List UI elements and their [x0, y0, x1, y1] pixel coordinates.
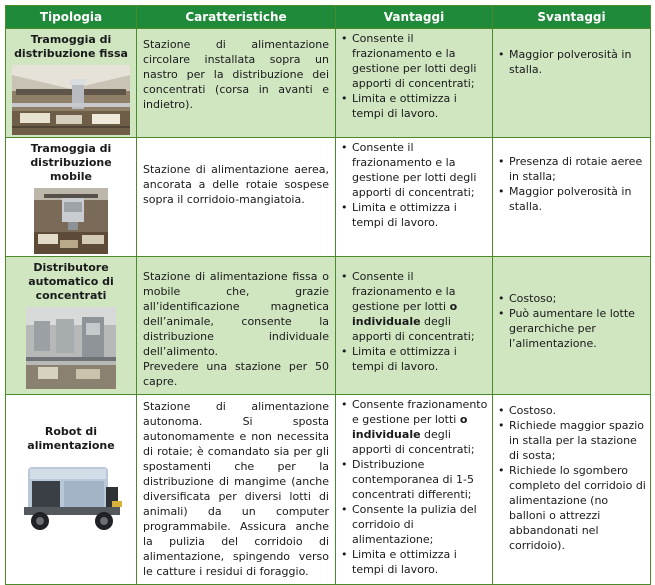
vantaggi-cell	[336, 29, 493, 138]
table-row	[6, 29, 651, 138]
list-item: • Richiede maggior spazio in stalla per la stazione di sosta;	[498, 419, 645, 462]
header-vantaggi: Vantaggi	[336, 6, 493, 29]
tipologia-cell	[6, 29, 137, 138]
list-item: • Costoso;	[498, 292, 557, 305]
table-row	[6, 257, 651, 395]
vantaggi-cell	[336, 138, 493, 257]
vantaggi-list	[336, 138, 492, 232]
caratteristiche-text: Stazione di alimentazione aerea, ancorata a delle rotaie sospese sopra il corridoio-mangiatoia.	[143, 163, 329, 206]
list-item: • Maggior polverosità in stalla.	[498, 185, 632, 213]
caratteristiche-text: Stazione di alimentazione autonoma. Si sposta autonomamente e non necessita di rotaie; è comandato sia per gli spostamenti che per la distribuzione di mangime (anche diversificata per diversi lotti di animali) da un computer programmabile. Assicura anche la pulizia del corridoio di alimentazione, spingendo verso le catture i residui di foraggio.	[143, 400, 329, 578]
list-item: • Consente il frazionamento e la gestione per lotti degli apporti di concentrati;	[341, 32, 477, 90]
table-row	[6, 138, 651, 257]
vantaggi-list	[336, 257, 492, 376]
svantaggi-cell	[493, 29, 651, 138]
feeding-systems-table	[5, 5, 651, 585]
vantaggi-cell	[336, 395, 493, 585]
tipologia-title: Tramoggia di distribuzione mobile	[30, 142, 112, 183]
tipologia-title: Distributore automatico di concentrati	[28, 261, 114, 302]
caratteristiche-text: Stazione di alimentazione fissa o mobile che, grazie all’identificazione magnetica dell’animale, consente la distribuzione individuale dell’alimento.	[143, 270, 329, 358]
caratteristiche-cell	[137, 257, 336, 395]
svantaggi-list	[493, 29, 650, 79]
svantaggi-list	[493, 257, 650, 353]
automatic-distributor-photo	[26, 307, 116, 389]
list-item: • Richiede lo sgombero completo del corridoio di alimentazione (no balloni o attrezzi abbandonati nel corridoio).	[498, 464, 646, 552]
tipologia-title: Robot di alimentazione	[27, 425, 115, 452]
list-item: • Limita e ottimizza i tempi di lavoro.	[341, 92, 457, 120]
vantaggi-cell	[336, 257, 493, 395]
caratteristiche-cell	[137, 29, 336, 138]
list-item: • Distribuzione contemporanea di 1-5 concentrati differenti;	[341, 458, 474, 501]
tipologia-cell	[6, 138, 137, 257]
barn-hopper-photo	[12, 65, 130, 135]
list-item: • Consente la pulizia del corridoio di alimentazione;	[341, 503, 477, 546]
tipologia-cell	[6, 395, 137, 585]
caratteristiche-text: Stazione di alimentazione circolare installata sopra un nastro per la distribuzione dei concentrati (corsa in avanti e indietro).	[143, 38, 329, 111]
list-item: • Consente il frazionamento e la gestione per lotti degli apporti di concentrati;	[341, 141, 477, 199]
list-item: • Costoso.	[498, 404, 556, 417]
svantaggi-cell	[493, 395, 651, 585]
list-item: • Presenza di rotaie aeree in stalla;	[498, 155, 643, 183]
list-item: • Limita e ottimizza i tempi di lavoro.	[341, 548, 457, 576]
header-tipologia: Tipologia	[6, 6, 137, 29]
vantaggi-list	[336, 29, 492, 123]
list-item: • Limita e ottimizza i tempi di lavoro.	[341, 345, 457, 373]
caratteristiche-cell	[137, 395, 336, 585]
list-item: • Maggior polverosità in stalla.	[498, 48, 632, 76]
vantaggi-list	[336, 395, 492, 579]
caratteristiche-note: Prevedere una stazione per 50 capre.	[143, 360, 329, 388]
svantaggi-cell	[493, 257, 651, 395]
header-caratteristiche: Caratteristiche	[137, 6, 336, 29]
tipologia-title: Tramoggia di distribuzione fissa	[14, 33, 128, 60]
header-row	[6, 6, 651, 29]
svantaggi-list	[493, 395, 650, 555]
list-item: • Può aumentare le lotte gerarchiche per l’alimentazione.	[498, 307, 635, 350]
feeding-robot-photo	[16, 457, 126, 537]
header-svantaggi: Svantaggi	[493, 6, 651, 29]
table-row	[6, 395, 651, 585]
caratteristiche-cell	[137, 138, 336, 257]
list-item: • Consente frazionamento e gestione per lotti o individuale degli apporti di concentrati;	[341, 398, 488, 456]
svantaggi-cell	[493, 138, 651, 257]
list-item: • Limita e ottimizza i tempi di lavoro.	[341, 201, 457, 229]
tipologia-cell	[6, 257, 137, 395]
svantaggi-list	[493, 138, 650, 216]
mobile-hopper-photo	[34, 188, 108, 254]
list-item: • Consente il frazionamento e la gestione per lotti o individuale degli apporti di concentrati;	[341, 270, 475, 343]
